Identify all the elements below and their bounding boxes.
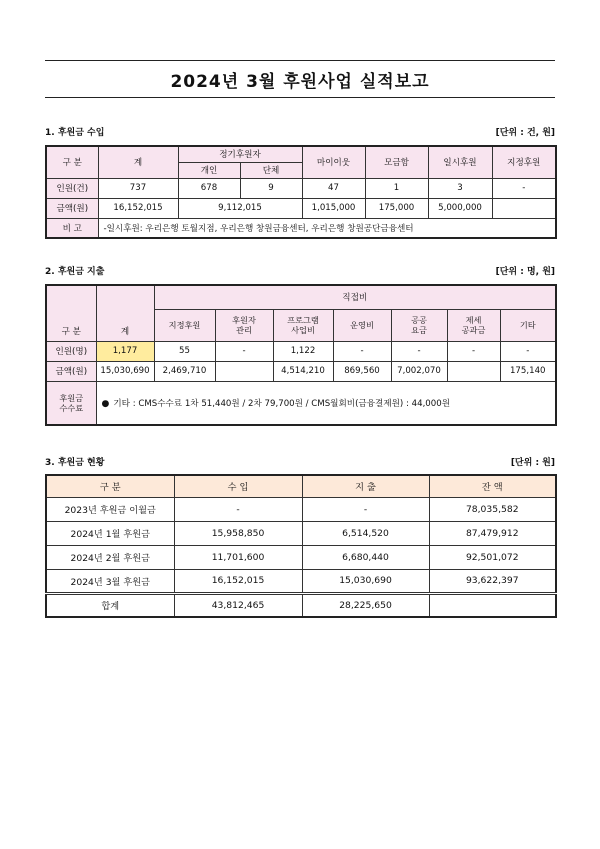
income-people-label: 인원(건): [46, 178, 98, 198]
income-header-regular: 정기후원자: [178, 146, 302, 162]
status-row-balance: 93,622,397: [429, 569, 556, 593]
income-people-individual: 678: [178, 178, 240, 198]
expense-header-taxes-2: 공과금: [461, 325, 486, 335]
expense-amount-label: 금액(원): [46, 361, 96, 381]
table-row: [46, 569, 556, 593]
income-note-text: -일시후원: 우리은행 토월지점, 우리은행 창원금융센터, 우리은행 창원공단금융센터: [98, 218, 556, 238]
expense-header-utilities: [391, 309, 447, 341]
section3-unit: [단위 : 원]: [510, 458, 555, 468]
income-header-fundraising: 모금함: [365, 146, 428, 178]
income-note-label: 비 고: [46, 218, 98, 238]
expense-header-program-2: 사업비: [291, 325, 315, 335]
expense-amount-operating: 869,560: [333, 361, 391, 381]
status-header-expense: 지 출: [302, 475, 429, 497]
income-amount-total: 16,152,015: [98, 198, 178, 218]
status-row-label: 2024년 3월 후원금: [46, 569, 174, 593]
expense-header-designated: 지정후원: [154, 309, 215, 341]
income-table: [45, 145, 557, 239]
status-row-balance: 92,501,072: [429, 545, 556, 569]
expense-amount-taxes: [447, 361, 500, 381]
table-row: [46, 521, 556, 545]
status-row-balance: 87,479,912: [429, 521, 556, 545]
income-header-onetime: 일시후원: [428, 146, 492, 178]
expense-header-taxes-1: 제세: [465, 315, 482, 325]
expense-header-total: [96, 285, 154, 341]
income-people-total: 737: [98, 178, 178, 198]
status-row-income: -: [174, 497, 302, 521]
expense-header-operating: 운영비: [333, 309, 391, 341]
table-row: [46, 497, 556, 521]
section2-heading: 2. 후원금 지출: [45, 267, 105, 277]
expense-fee-label: [46, 381, 96, 425]
expense-header-donor-mgmt-1: 후원자: [232, 315, 256, 325]
income-amount-regular: 9,112,015: [178, 198, 302, 218]
table-row: [46, 545, 556, 569]
expense-amount-program: 4,514,210: [273, 361, 333, 381]
expense-header-category-text: 구 분: [61, 327, 81, 338]
income-amount-fundraising: 175,000: [365, 198, 428, 218]
status-row-balance: 78,035,582: [429, 497, 556, 521]
section3-heading: 3. 후원금 현황: [45, 458, 105, 468]
expense-header-category: [46, 285, 96, 341]
status-row-expense: -: [302, 497, 429, 521]
expense-header-utilities-1: 공공: [411, 315, 427, 325]
section1-header: [45, 125, 555, 138]
status-row-label: 2024년 2월 후원금: [46, 545, 174, 569]
status-row-expense: 6,514,520: [302, 521, 429, 545]
expense-fee-label-1: 후원금: [59, 392, 84, 403]
status-row-expense: 6,680,440: [302, 545, 429, 569]
status-header-balance: 잔 액: [429, 475, 556, 497]
expense-header-total-text: 계: [120, 327, 130, 338]
status-row-expense: 15,030,690: [302, 569, 429, 593]
income-people-group: 9: [240, 178, 302, 198]
expense-people-taxes: -: [447, 341, 500, 361]
expense-header-program-1: 프로그램: [287, 315, 319, 325]
expense-header-donor-mgmt-2: 관리: [236, 325, 252, 335]
status-total-income: 43,812,465: [174, 593, 302, 617]
status-row-label: 2024년 1월 후원금: [46, 521, 174, 545]
expense-header-donor-mgmt: [215, 309, 273, 341]
status-row-income: 16,152,015: [174, 569, 302, 593]
status-total-label: 합계: [46, 593, 174, 617]
section1-heading: 1. 후원금 수입: [45, 128, 105, 138]
expense-people-designated: 55: [154, 341, 215, 361]
status-table: [45, 474, 557, 618]
expense-people-donor-mgmt: -: [215, 341, 273, 361]
expense-people-total: 1,177: [96, 341, 154, 361]
bullet-icon: ●: [101, 398, 110, 409]
page-title: 2024년 3월 후원사업 실적보고: [170, 71, 430, 92]
section3-header: [45, 455, 555, 468]
status-row-label: 2023년 후원금 이월금: [46, 497, 174, 521]
income-amount-label: 금액(원): [46, 198, 98, 218]
expense-amount-utilities: 7,002,070: [391, 361, 447, 381]
expense-fee-label-2: 수수료: [59, 402, 84, 413]
section2-unit: [단위 : 명, 원]: [495, 267, 555, 277]
expense-header-utilities-2: 요금: [411, 325, 427, 335]
total-row: [46, 593, 556, 617]
income-amount-myioot: 1,015,000: [302, 198, 365, 218]
income-people-designated: -: [492, 178, 556, 198]
status-total-expense: 28,225,650: [302, 593, 429, 617]
expense-header-other: 기타: [500, 309, 556, 341]
expense-header-direct: 직접비: [154, 285, 556, 309]
expense-people-utilities: -: [391, 341, 447, 361]
income-people-fundraising: 1: [365, 178, 428, 198]
expense-amount-designated: 2,469,710: [154, 361, 215, 381]
income-amount-onetime: 5,000,000: [428, 198, 492, 218]
income-header-individual: 개인: [178, 162, 240, 178]
expense-people-program: 1,122: [273, 341, 333, 361]
income-header-myioot: 마이이웃: [302, 146, 365, 178]
expense-people-operating: -: [333, 341, 391, 361]
expense-amount-total: 15,030,690: [96, 361, 154, 381]
title-box: [45, 60, 555, 98]
income-header-group: 단체: [240, 162, 302, 178]
expense-fee-text-cell: [96, 381, 556, 425]
status-row-income: 15,958,850: [174, 521, 302, 545]
expense-people-label: 인원(명): [46, 341, 96, 361]
section1-unit: [단위 : 건, 원]: [495, 128, 555, 138]
income-people-onetime: 3: [428, 178, 492, 198]
status-header-income: 수 입: [174, 475, 302, 497]
income-header-total: 계: [98, 146, 178, 178]
expense-header-program: [273, 309, 333, 341]
status-row-income: 11,701,600: [174, 545, 302, 569]
status-header-category: 구 분: [46, 475, 174, 497]
status-total-balance: [429, 593, 556, 617]
expense-header-taxes: [447, 309, 500, 341]
expense-people-other: -: [500, 341, 556, 361]
expense-table: [45, 284, 557, 426]
expense-amount-donor-mgmt: [215, 361, 273, 381]
income-header-category: 구 분: [46, 146, 98, 178]
income-amount-designated: [492, 198, 556, 218]
expense-fee-text: 기타 : CMS수수료 1차 51,440원 / 2차 79,700원 / CMS월회비(금융결제원) : 44,000원: [113, 398, 451, 409]
section2-header: [45, 264, 555, 277]
income-header-designated: 지정후원: [492, 146, 556, 178]
expense-amount-other: 175,140: [500, 361, 556, 381]
income-people-myioot: 47: [302, 178, 365, 198]
